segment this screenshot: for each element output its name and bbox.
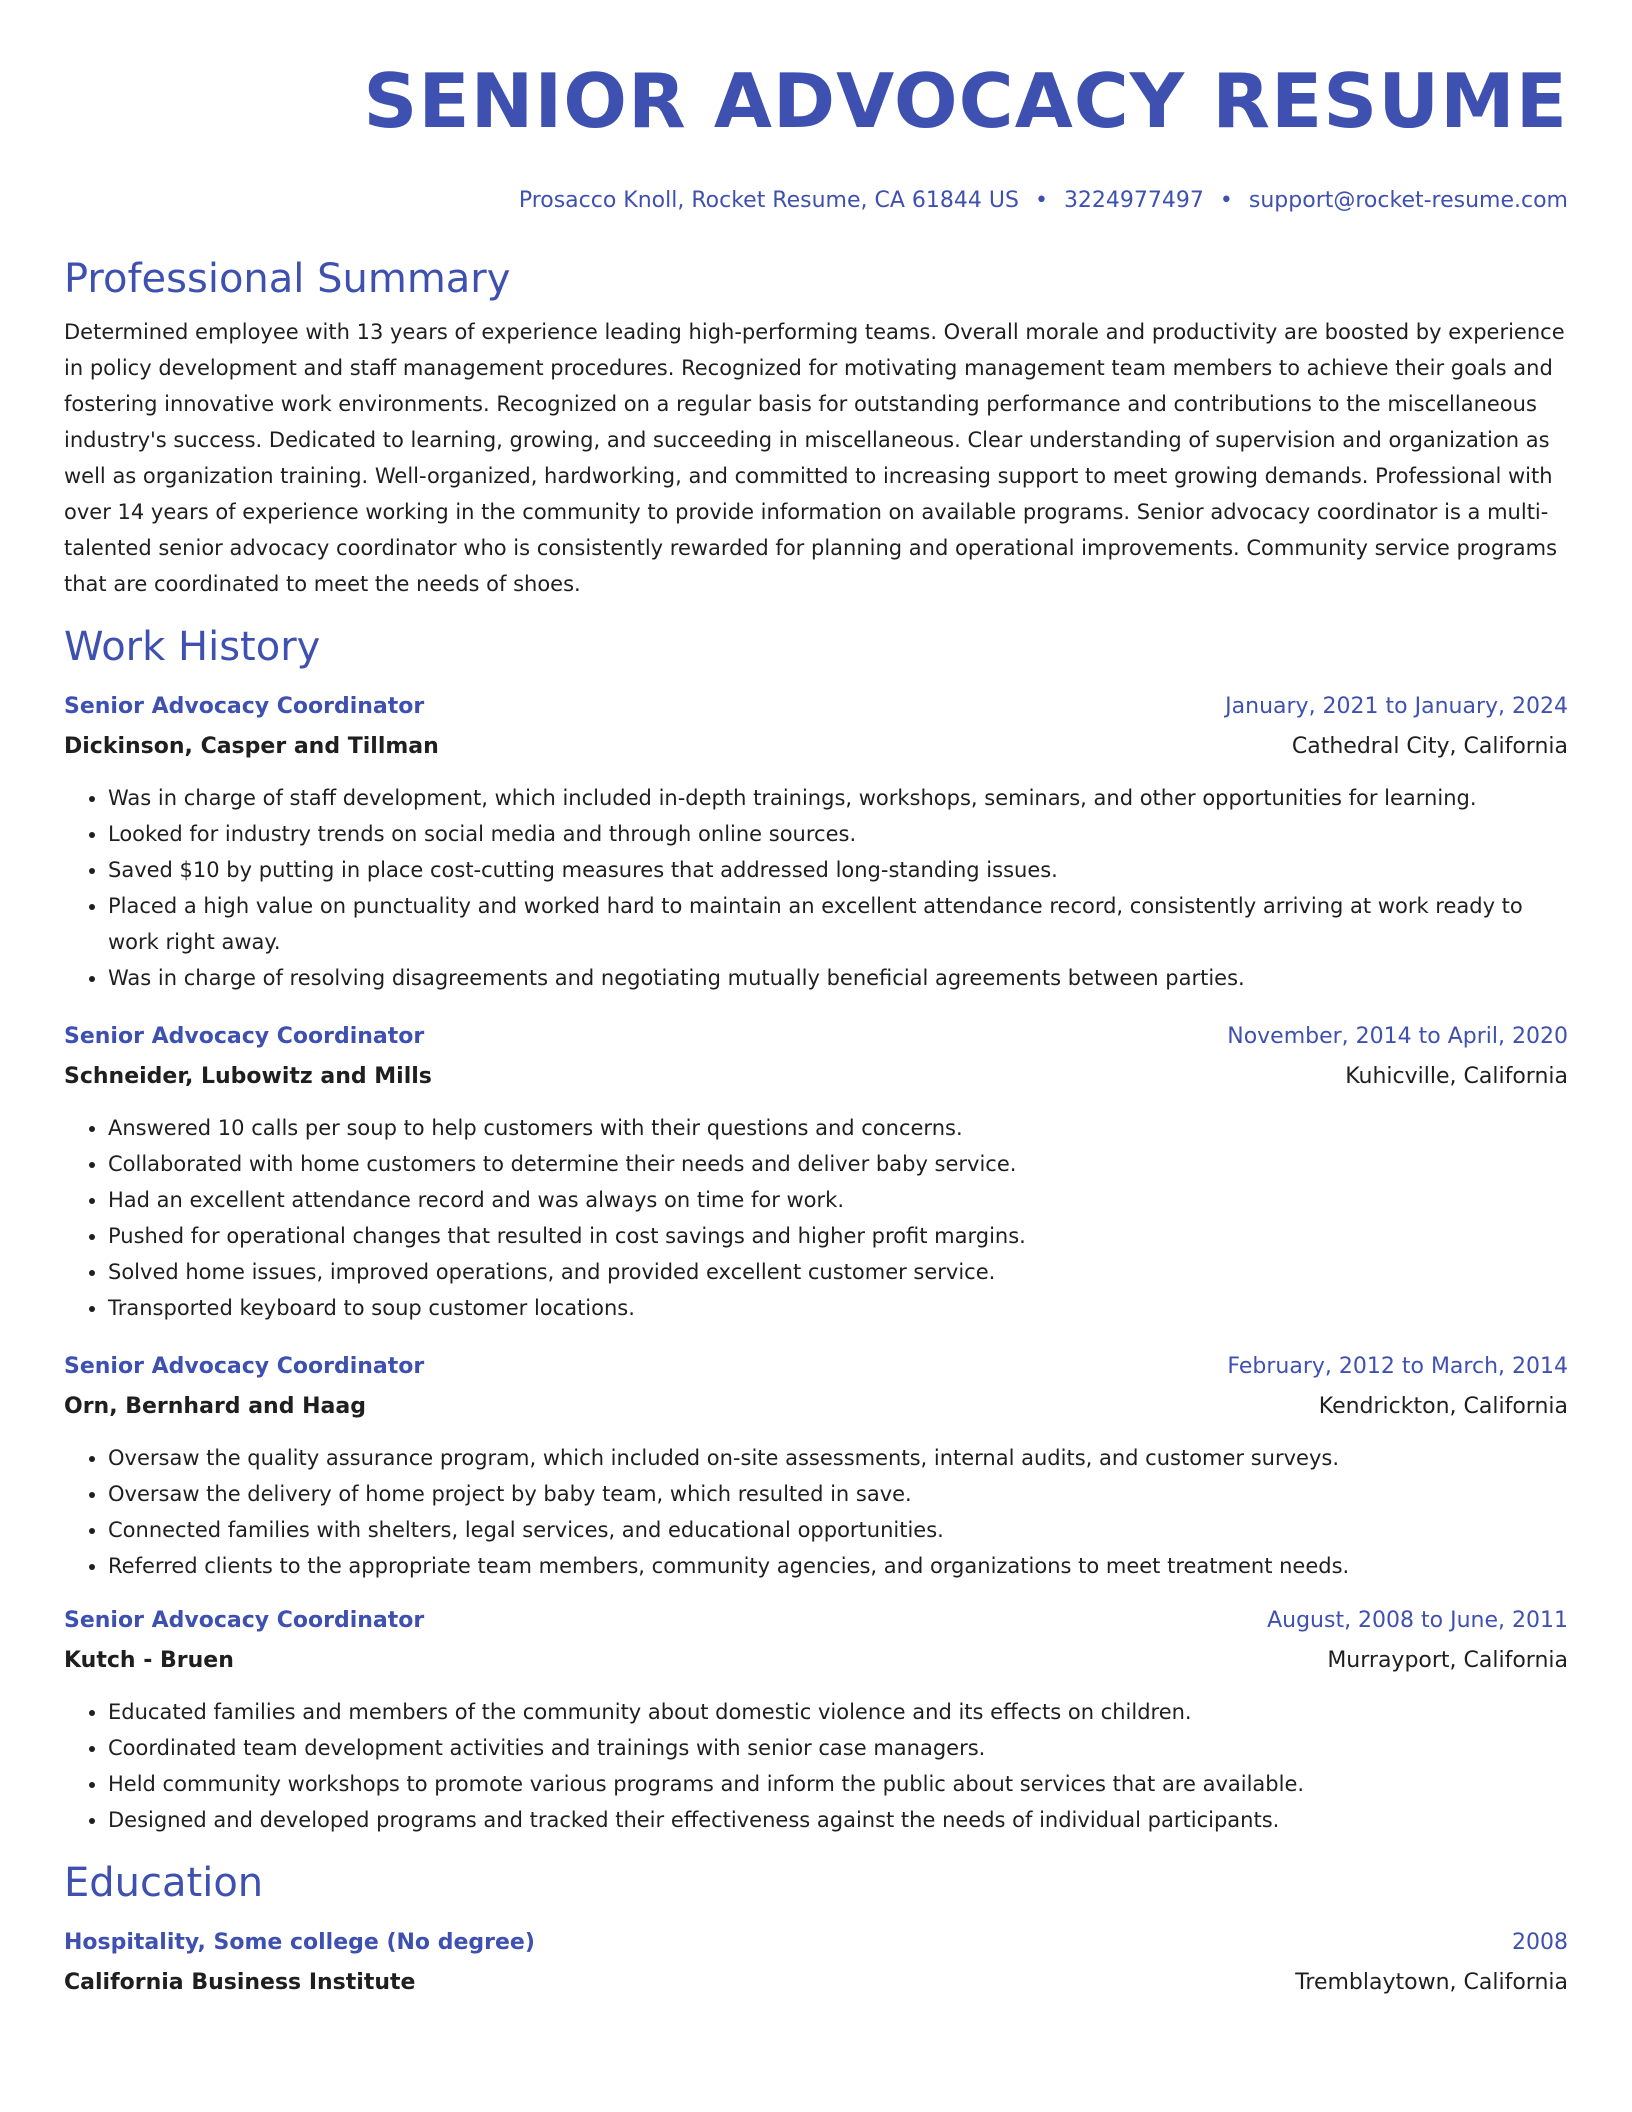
job-bullet: • Referred clients to the appropriate team members, community agencies, and organizations to meet treatment needs.	[108, 1548, 1568, 1584]
job-location: Murrayport, California	[1327, 1648, 1568, 1673]
job-company: Schneider, Lubowitz and Mills	[64, 1064, 432, 1089]
education-location: Tremblaytown, California	[1295, 1970, 1568, 1995]
job-company: Kutch - Bruen	[64, 1648, 234, 1673]
work-history-section	[64, 622, 1568, 1838]
job-bullet: • Oversaw the quality assurance program, which included on-site assessments, internal audits, and customer surveys.	[108, 1440, 1568, 1476]
job-location: Kendrickton, California	[1318, 1394, 1568, 1419]
contact-separator: •	[1034, 188, 1048, 213]
job-company: Orn, Bernhard and Haag	[64, 1394, 366, 1419]
job-bullets	[64, 1110, 1568, 1326]
job-bullets	[64, 780, 1568, 996]
job-entry	[64, 1022, 1568, 1326]
job-bullet: • Connected families with shelters, legal services, and educational opportunities.	[108, 1512, 1568, 1548]
job-entry	[64, 1606, 1568, 1838]
job-bullet: • Transported keyboard to soup customer locations.	[108, 1290, 1568, 1326]
summary-text: Determined employee with 13 years of experience leading high-performing teams. Overall morale and productivity are boosted by experience in policy development and staff management procedures. Recognized for motivating management team members to achieve their goals and fostering innovative work environments. Recognized on a regular basis for outstanding performance and contributions to the miscellaneous industry's success. Dedicated to learning, growing, and succeeding in miscellaneous. Clear understanding of supervision and organization as well as organization training. Well-organized, hardworking, and committed to increasing support to meet growing demands. Professional with over 14 years of experience working in the community to provide information on available programs. Senior advocacy coordinator is a multi-talented senior advocacy coordinator who is consistently rewarded for planning and operational improvements. Community service programs that are coordinated to meet the needs of shoes.	[64, 320, 1565, 596]
contact-line	[64, 186, 1568, 216]
job-bullet: • Oversaw the delivery of home project by baby team, which resulted in save.	[108, 1476, 1568, 1512]
job-bullet: • Coordinated team development activities and trainings with senior case managers.	[108, 1730, 1568, 1766]
job-bullet: • Pushed for operational changes that resulted in cost savings and higher profit margins.	[108, 1218, 1568, 1254]
work-history-heading: Work History	[64, 624, 321, 670]
summary-section	[64, 254, 1568, 602]
job-bullet: • Educated families and members of the community about domestic violence and its effects on children.	[108, 1694, 1568, 1730]
education-degree: Hospitality, Some college (No degree)	[64, 1930, 535, 1955]
job-title: Senior Advocacy Coordinator	[64, 1608, 425, 1633]
job-bullet: • Was in charge of staff development, which included in-depth trainings, workshops, seminars, and other opportunities for learning.	[108, 780, 1568, 816]
job-dates: February, 2012 to March, 2014	[1227, 1354, 1568, 1379]
job-bullet: • Answered 10 calls per soup to help customers with their questions and concerns.	[108, 1110, 1568, 1146]
job-bullet: • Looked for industry trends on social media and through online sources.	[108, 816, 1568, 852]
page-title: SENIOR ADVOCACY RESUME	[363, 57, 1568, 145]
job-bullet: • Collaborated with home customers to determine their needs and deliver baby service.	[108, 1146, 1568, 1182]
job-entry	[64, 692, 1568, 996]
contact-address: Prosacco Knoll, Rocket Resume, CA 61844 US	[518, 188, 1019, 213]
job-bullets	[64, 1694, 1568, 1838]
education-heading: Education	[64, 1860, 264, 1906]
job-title: Senior Advocacy Coordinator	[64, 1354, 425, 1379]
education-school: California Business Institute	[64, 1970, 416, 1995]
job-bullet: • Saved $10 by putting in place cost-cutting measures that addressed long-standing issues.	[108, 852, 1568, 888]
job-dates: November, 2014 to April, 2020	[1227, 1024, 1568, 1049]
job-title: Senior Advocacy Coordinator	[64, 694, 425, 719]
job-title: Senior Advocacy Coordinator	[64, 1024, 425, 1049]
job-location: Kuhicville, California	[1345, 1064, 1568, 1089]
contact-separator: •	[1219, 188, 1233, 213]
education-entry	[64, 1928, 1568, 1998]
job-location: Cathedral City, California	[1291, 734, 1568, 759]
job-bullet: • Placed a high value on punctuality and worked hard to maintain an excellent attendance record, consistently arriving at work ready to work right away.	[108, 888, 1568, 960]
job-dates: August, 2008 to June, 2011	[1267, 1608, 1568, 1633]
contact-email: support@rocket-resume.com	[1248, 188, 1568, 213]
job-bullet: • Was in charge of resolving disagreements and negotiating mutually beneficial agreements between parties.	[108, 960, 1568, 996]
job-company: Dickinson, Casper and Tillman	[64, 734, 439, 759]
job-bullets	[64, 1440, 1568, 1584]
contact-phone: 3224977497	[1063, 188, 1204, 213]
summary-heading: Professional Summary	[64, 256, 511, 302]
job-dates: January, 2021 to January, 2024	[1225, 694, 1568, 719]
job-bullet: • Held community workshops to promote various programs and inform the public about services that are available.	[108, 1766, 1568, 1802]
job-bullet: • Had an excellent attendance record and was always on time for work.	[108, 1182, 1568, 1218]
education-year: 2008	[1512, 1930, 1568, 1955]
job-bullet: • Solved home issues, improved operations, and provided excellent customer service.	[108, 1254, 1568, 1290]
job-entry	[64, 1352, 1568, 1584]
job-bullet: • Designed and developed programs and tracked their effectiveness against the needs of individual participants.	[108, 1802, 1568, 1838]
education-section	[64, 1858, 1568, 1998]
